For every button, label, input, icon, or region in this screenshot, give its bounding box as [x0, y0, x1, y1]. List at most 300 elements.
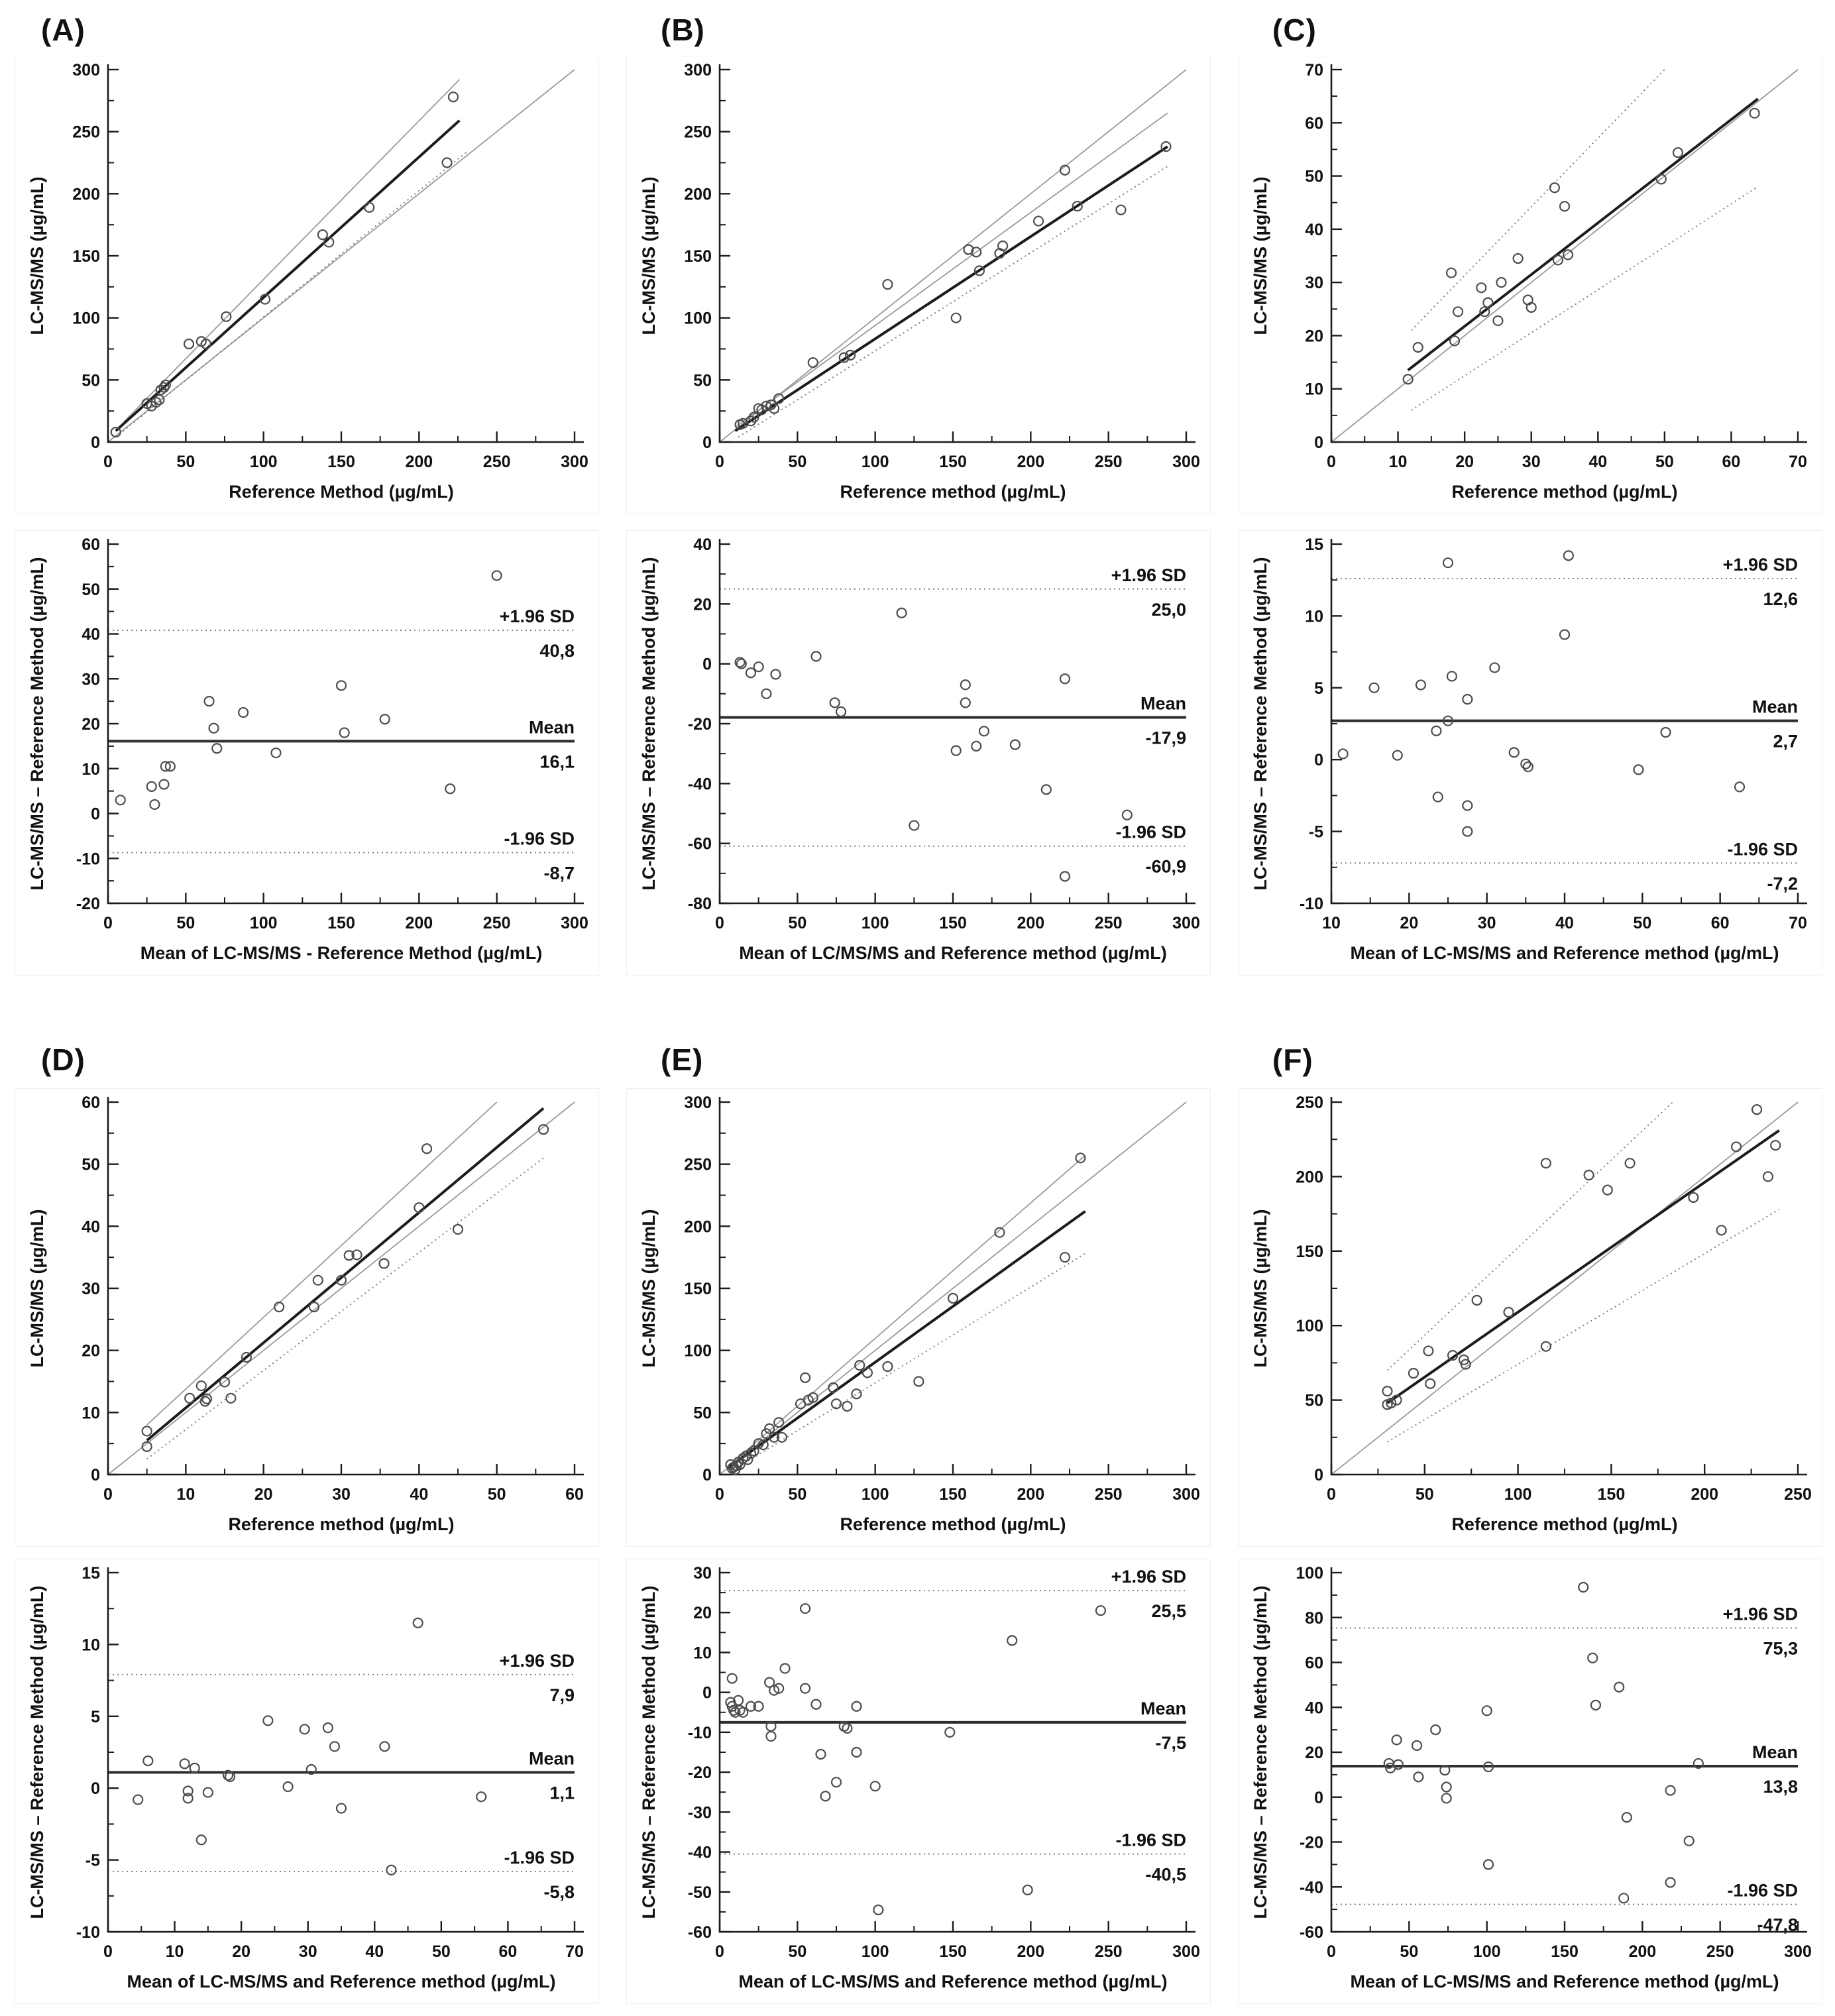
- y-tick-label: -40: [687, 775, 712, 794]
- x-tick-label: 300: [1172, 914, 1200, 932]
- bland-altman-plot-canvas: [15, 531, 598, 975]
- ci-lower-line: [738, 166, 1168, 437]
- x-axis-label: Reference method (µg/mL): [228, 1514, 455, 1534]
- y-tick-label: 50: [1305, 167, 1323, 186]
- x-tick-label: 0: [715, 1485, 724, 1504]
- y-axis-label: LC-MS/MS (µg/mL): [27, 1209, 47, 1368]
- data-point: [836, 707, 846, 716]
- data-point: [476, 1792, 486, 1801]
- y-tick-label: 40: [1305, 1699, 1323, 1718]
- x-tick-label: 300: [1784, 1942, 1812, 1961]
- data-point: [197, 1835, 206, 1844]
- x-tick-label: 0: [103, 453, 113, 471]
- data-point: [1011, 740, 1020, 750]
- y-tick-label: 150: [72, 247, 100, 266]
- data-point: [761, 689, 771, 699]
- y-tick-label: 50: [82, 1155, 100, 1174]
- mean-limit-value: 2,7: [1773, 731, 1798, 752]
- data-point: [754, 662, 763, 671]
- y-tick-label: -40: [1299, 1878, 1323, 1897]
- data-point: [1392, 1735, 1402, 1744]
- data-point: [1752, 1105, 1761, 1114]
- x-tick-label: 300: [561, 453, 588, 471]
- x-tick-label: 50: [1415, 1485, 1434, 1504]
- data-point: [1339, 750, 1348, 759]
- x-tick-label: 0: [715, 453, 724, 471]
- upper-limit-label: +1.96 SD: [499, 1650, 575, 1671]
- y-tick-label: 100: [1296, 1564, 1323, 1583]
- data-point: [1588, 1653, 1597, 1663]
- data-point: [284, 1782, 293, 1791]
- data-point: [1431, 1725, 1440, 1734]
- upper-limit-label: +1.96 SD: [499, 606, 575, 627]
- data-point: [832, 1777, 841, 1787]
- bland-altman-plot-canvas: [1239, 531, 1822, 975]
- data-point: [1442, 1793, 1451, 1803]
- identity-line: [108, 70, 575, 442]
- y-tick-label: 200: [684, 1217, 712, 1237]
- y-axis-label: LC-MS/MS – Reference Method (µg/mL): [27, 1585, 47, 1919]
- x-tick-label: 70: [1789, 914, 1807, 932]
- y-tick-label: 15: [1305, 535, 1323, 554]
- x-tick-label: 20: [254, 1485, 273, 1504]
- data-point: [159, 779, 168, 789]
- x-tick-label: 30: [1477, 914, 1496, 932]
- x-tick-label: 150: [939, 1942, 967, 1961]
- data-point: [1060, 871, 1070, 881]
- x-tick-label: 10: [1388, 453, 1408, 471]
- y-tick-label: -60: [1299, 1923, 1323, 1942]
- data-point: [449, 92, 458, 101]
- y-axis-label: LC-MS/MS (µg/mL): [639, 1209, 659, 1368]
- data-point: [271, 748, 280, 757]
- data-point: [1585, 1170, 1594, 1180]
- data-point: [948, 1294, 958, 1303]
- y-tick-label: 0: [702, 1466, 712, 1484]
- data-point: [883, 1362, 892, 1371]
- data-point: [1560, 630, 1569, 640]
- y-tick-label: 10: [1305, 607, 1323, 626]
- data-point: [1521, 759, 1530, 769]
- data-point: [961, 698, 970, 707]
- panel-label-A: (A): [41, 13, 85, 47]
- lower-limit-label: -1.96 SD: [1727, 839, 1798, 860]
- y-tick-label: 100: [72, 309, 100, 328]
- y-tick-label: 250: [684, 1155, 712, 1174]
- y-tick-label: 0: [91, 1779, 100, 1799]
- x-tick-label: 150: [1551, 1942, 1579, 1961]
- x-tick-label: 250: [1094, 1942, 1123, 1961]
- x-tick-label: 50: [1400, 1942, 1419, 1961]
- panel-label-E: (E): [661, 1042, 704, 1077]
- y-tick-label: -10: [76, 1923, 100, 1942]
- data-point: [871, 1781, 880, 1791]
- data-point: [1560, 201, 1569, 211]
- x-tick-label: 10: [165, 1942, 184, 1961]
- data-point: [323, 1723, 333, 1732]
- bland-altman-chart-A: [15, 530, 599, 976]
- lower-limit-label: -1.96 SD: [1727, 1880, 1798, 1901]
- x-tick-label: 200: [1017, 1485, 1045, 1504]
- identity-line: [108, 1102, 575, 1475]
- data-point: [1514, 254, 1523, 263]
- y-tick-label: 20: [693, 595, 712, 614]
- y-tick-label: -20: [76, 895, 100, 913]
- data-point: [337, 681, 346, 690]
- data-point: [1416, 680, 1425, 689]
- bland-altman-plot-canvas: [1239, 1559, 1822, 2003]
- data-point: [1510, 748, 1519, 757]
- y-tick-label: -5: [1308, 822, 1323, 842]
- data-point: [1412, 1741, 1421, 1750]
- y-tick-label: 30: [82, 1280, 100, 1298]
- data-point: [1443, 558, 1453, 567]
- data-point: [1750, 109, 1759, 118]
- data-point: [337, 1804, 346, 1813]
- y-tick-label: 250: [72, 123, 100, 142]
- x-axis-label: Mean of LC-MS/MS and Reference method (µg/mL): [1350, 1972, 1779, 1991]
- upper-limit-label: +1.96 SD: [1722, 1604, 1798, 1624]
- data-point: [380, 714, 390, 724]
- identity-line: [720, 70, 1186, 442]
- y-tick-label: -50: [687, 1883, 712, 1902]
- y-tick-label: 5: [1314, 679, 1323, 698]
- x-axis-label: Mean of LC-MS/MS and Reference method (µg/mL): [738, 1972, 1168, 1991]
- data-point: [1563, 250, 1573, 259]
- data-point: [1414, 343, 1423, 352]
- x-axis-label: Mean of LC-MS/MS and Reference method (µg/mL): [1350, 943, 1779, 963]
- x-tick-label: 250: [1094, 1485, 1123, 1504]
- data-point: [445, 784, 455, 793]
- data-point: [1763, 1172, 1773, 1181]
- lower-limit-label: -1.96 SD: [504, 828, 575, 849]
- y-tick-label: 80: [1305, 1608, 1323, 1628]
- data-point: [313, 1276, 323, 1285]
- upper-limit-value: 12,6: [1763, 589, 1798, 610]
- x-tick-label: 250: [482, 914, 511, 932]
- y-tick-label: -20: [687, 1764, 712, 1783]
- data-point: [1423, 1346, 1433, 1355]
- data-point: [142, 1426, 152, 1435]
- x-tick-label: 60: [1710, 914, 1730, 932]
- data-point: [143, 1756, 152, 1765]
- upper-limit-value: 75,3: [1763, 1638, 1798, 1659]
- y-tick-label: 0: [1314, 433, 1323, 452]
- y-tick-label: 250: [684, 123, 712, 142]
- x-tick-label: 200: [1017, 453, 1045, 471]
- ci-upper-line: [728, 1156, 1085, 1467]
- data-point: [364, 203, 374, 212]
- x-tick-label: 0: [715, 914, 724, 932]
- y-tick-label: 20: [1305, 1744, 1323, 1762]
- data-point: [1425, 1379, 1435, 1388]
- x-tick-label: 100: [249, 914, 278, 932]
- mean-limit-label: Mean: [1140, 1698, 1186, 1718]
- data-point: [1626, 1158, 1635, 1168]
- data-point: [1496, 278, 1506, 287]
- y-tick-label: 50: [82, 371, 100, 390]
- x-tick-label: 20: [1455, 453, 1474, 471]
- x-axis-label: Reference Method (µg/mL): [229, 482, 454, 502]
- data-point: [1614, 1683, 1624, 1692]
- panel-label-D: (D): [41, 1042, 85, 1077]
- upper-limit-value: 7,9: [549, 1685, 575, 1705]
- x-tick-label: 40: [1555, 914, 1574, 932]
- y-axis-label: LC-MS/MS (µg/mL): [27, 176, 47, 335]
- data-point: [443, 158, 452, 168]
- fit-line: [1387, 1131, 1779, 1403]
- y-tick-label: 0: [702, 433, 712, 452]
- x-tick-label: 250: [482, 453, 511, 471]
- mean-limit-label: Mean: [1140, 693, 1186, 714]
- y-tick-label: 100: [684, 1341, 712, 1361]
- lower-limit-value: -40,5: [1145, 1864, 1186, 1885]
- y-tick-label: 15: [82, 1564, 100, 1583]
- y-axis-label: LC-MS/MS (µg/mL): [1251, 176, 1270, 335]
- data-point: [1717, 1225, 1726, 1235]
- y-tick-label: 20: [693, 1604, 712, 1623]
- y-axis-label: LC-MS/MS – Reference Method (µg/mL): [1251, 1585, 1270, 1919]
- regression-plot-canvas: [15, 56, 598, 514]
- x-tick-label: 100: [861, 453, 889, 471]
- y-tick-label: 0: [1314, 751, 1323, 770]
- data-point: [801, 1604, 810, 1613]
- lower-limit-label: -1.96 SD: [504, 1847, 575, 1868]
- data-point: [1023, 1885, 1032, 1895]
- data-point: [801, 1684, 810, 1693]
- lower-limit-value: -60,9: [1145, 856, 1186, 877]
- mean-limit-label: Mean: [1752, 1742, 1798, 1763]
- x-tick-label: 0: [715, 1942, 724, 1961]
- data-point: [842, 1724, 852, 1733]
- data-point: [1619, 1893, 1628, 1903]
- mean-limit-value: -7,5: [1155, 1732, 1186, 1753]
- data-point: [1076, 1153, 1085, 1162]
- identity-line: [1331, 70, 1798, 442]
- y-tick-label: 100: [684, 309, 712, 328]
- y-tick-label: 200: [72, 185, 100, 204]
- data-point: [1603, 1186, 1612, 1195]
- y-tick-label: -80: [687, 895, 712, 913]
- data-point: [1771, 1141, 1780, 1150]
- x-tick-label: 50: [1655, 453, 1674, 471]
- data-point: [226, 1394, 235, 1403]
- x-tick-label: 150: [327, 914, 355, 932]
- bland-altman-plot-canvas: [15, 1559, 598, 2003]
- x-tick-label: 150: [939, 914, 967, 932]
- data-point: [1689, 1193, 1698, 1202]
- y-tick-label: 60: [1305, 1653, 1323, 1673]
- data-point: [1579, 1583, 1588, 1592]
- y-tick-label: 300: [684, 61, 712, 80]
- y-tick-label: 0: [91, 1466, 100, 1484]
- data-point: [150, 800, 159, 809]
- data-point: [1442, 1783, 1451, 1792]
- scatter-chart-C: [1238, 56, 1822, 514]
- fit-line: [147, 1108, 543, 1440]
- upper-limit-value: 25,5: [1151, 1601, 1186, 1622]
- panel-label-C: (C): [1272, 13, 1317, 47]
- x-tick-label: 0: [1327, 1942, 1336, 1961]
- data-point: [979, 726, 989, 736]
- data-point: [801, 1373, 810, 1382]
- y-tick-label: 40: [693, 535, 712, 554]
- data-point: [212, 744, 221, 753]
- data-point: [830, 698, 840, 707]
- upper-limit-label: +1.96 SD: [1111, 565, 1186, 585]
- x-tick-label: 10: [1322, 914, 1341, 932]
- upper-limit-label: +1.96 SD: [1111, 1567, 1186, 1587]
- ci-upper-line: [147, 1102, 497, 1425]
- x-tick-label: 250: [1784, 1485, 1812, 1504]
- x-tick-label: 0: [103, 914, 113, 932]
- data-point: [380, 1259, 389, 1268]
- regression-plot-canvas: [627, 56, 1210, 514]
- x-tick-label: 200: [1691, 1485, 1719, 1504]
- y-tick-label: 20: [82, 1341, 100, 1361]
- identity-line: [720, 1102, 1186, 1475]
- x-tick-label: 300: [1172, 1942, 1200, 1961]
- data-point: [1550, 183, 1559, 192]
- x-tick-label: 60: [565, 1485, 584, 1504]
- data-point: [873, 1905, 883, 1915]
- data-point: [952, 746, 961, 756]
- bland-altman-chart-C: [1238, 530, 1822, 976]
- x-axis-label: Mean of LC-MS/MS and Reference method (µg/mL): [127, 1972, 556, 1991]
- panel-label-B: (B): [661, 13, 705, 47]
- data-point: [1685, 1836, 1694, 1846]
- x-tick-label: 20: [1400, 914, 1419, 932]
- mean-limit-value: 16,1: [539, 752, 575, 772]
- x-tick-label: 300: [1172, 1485, 1200, 1504]
- y-tick-label: 0: [1314, 1466, 1323, 1484]
- data-point: [1431, 726, 1441, 736]
- x-tick-label: 200: [1628, 1942, 1657, 1961]
- x-tick-label: 50: [176, 914, 195, 932]
- data-point: [1564, 551, 1573, 560]
- data-point: [852, 1389, 862, 1398]
- data-point: [1591, 1701, 1600, 1710]
- data-point: [209, 724, 219, 733]
- y-tick-label: -10: [687, 1723, 712, 1742]
- x-tick-label: 70: [1789, 453, 1807, 471]
- lower-limit-value: -8,7: [543, 863, 575, 883]
- mean-limit-label: Mean: [528, 717, 575, 738]
- scatter-chart-A: [15, 56, 599, 514]
- data-point: [1482, 1706, 1492, 1715]
- ci-lower-line: [1387, 1209, 1779, 1442]
- x-tick-label: 100: [249, 453, 278, 471]
- data-point: [1490, 663, 1499, 672]
- data-point: [1060, 1253, 1070, 1262]
- y-tick-label: -30: [687, 1803, 712, 1822]
- y-axis-label: LC-MS/MS (µg/mL): [1251, 1209, 1270, 1368]
- y-tick-label: 30: [693, 1564, 712, 1583]
- y-tick-label: 30: [82, 670, 100, 689]
- y-tick-label: 0: [1314, 1788, 1323, 1807]
- data-point: [330, 1742, 339, 1751]
- data-point: [180, 1759, 190, 1768]
- x-tick-label: 200: [1017, 914, 1045, 932]
- x-tick-label: 150: [327, 453, 355, 471]
- data-point: [1096, 1606, 1105, 1615]
- data-point: [1414, 1772, 1423, 1781]
- data-point: [1504, 1308, 1514, 1317]
- x-tick-label: 40: [410, 1485, 429, 1504]
- upper-limit-label: +1.96 SD: [1722, 555, 1798, 575]
- data-point: [883, 280, 892, 289]
- data-point: [852, 1748, 862, 1757]
- data-point: [842, 1402, 852, 1411]
- x-tick-label: 60: [498, 1942, 518, 1961]
- bland-altman-chart-D: [15, 1559, 599, 2004]
- x-tick-label: 50: [788, 914, 807, 932]
- x-tick-label: 50: [788, 1942, 807, 1961]
- data-point: [1524, 762, 1533, 771]
- data-point: [492, 571, 502, 580]
- x-tick-label: 50: [1633, 914, 1652, 932]
- data-point: [1483, 298, 1492, 308]
- y-tick-label: 10: [82, 1636, 100, 1655]
- x-tick-label: 70: [565, 1942, 584, 1961]
- data-point: [781, 1664, 790, 1673]
- data-point: [1116, 205, 1125, 215]
- y-tick-label: -20: [1299, 1833, 1323, 1852]
- y-axis-label: LC-MS/MS (µg/mL): [639, 176, 659, 335]
- data-point: [380, 1742, 389, 1751]
- data-point: [340, 728, 349, 738]
- x-tick-label: 30: [332, 1485, 351, 1504]
- regression-plot-canvas: [1239, 56, 1822, 514]
- data-point: [1404, 374, 1413, 384]
- y-tick-label: -60: [687, 834, 712, 854]
- data-point: [1673, 148, 1683, 157]
- data-point: [766, 1732, 775, 1741]
- bland-altman-plot-canvas: [627, 1559, 1210, 2003]
- y-tick-label: 200: [684, 185, 712, 204]
- data-point: [1622, 1813, 1632, 1822]
- y-tick-label: 40: [82, 625, 100, 644]
- data-point: [453, 1225, 463, 1234]
- y-tick-label: 0: [702, 655, 712, 674]
- x-tick-label: 100: [861, 1485, 889, 1504]
- x-tick-label: 0: [1327, 1485, 1336, 1504]
- data-point: [1447, 268, 1456, 278]
- data-point: [945, 1728, 954, 1737]
- data-point: [1433, 793, 1443, 802]
- y-axis-label: LC-MS/MS – Reference Method (µg/mL): [1251, 557, 1270, 891]
- data-point: [184, 339, 194, 349]
- data-point: [1382, 1386, 1392, 1396]
- ci-lower-line: [1412, 187, 1758, 410]
- ci-upper-line: [123, 80, 459, 422]
- x-axis-label: Mean of LC/MS/MS and Reference method (µg/mL): [739, 943, 1167, 963]
- data-point: [386, 1866, 396, 1875]
- data-point: [771, 669, 780, 679]
- lower-limit-label: -1.96 SD: [1115, 1830, 1186, 1850]
- x-tick-label: 250: [1094, 914, 1123, 932]
- y-axis-label: LC-MS/MS – Reference Method (µg/mL): [639, 557, 659, 891]
- data-point: [821, 1791, 830, 1801]
- y-tick-label: 70: [1305, 61, 1323, 80]
- upper-limit-value: 40,8: [539, 641, 575, 661]
- y-tick-label: 20: [82, 715, 100, 734]
- x-tick-label: 50: [431, 1942, 451, 1961]
- ci-lower-line: [732, 1254, 1085, 1471]
- y-tick-label: 40: [1305, 220, 1323, 239]
- data-point: [185, 1394, 194, 1403]
- data-point: [1007, 1636, 1017, 1645]
